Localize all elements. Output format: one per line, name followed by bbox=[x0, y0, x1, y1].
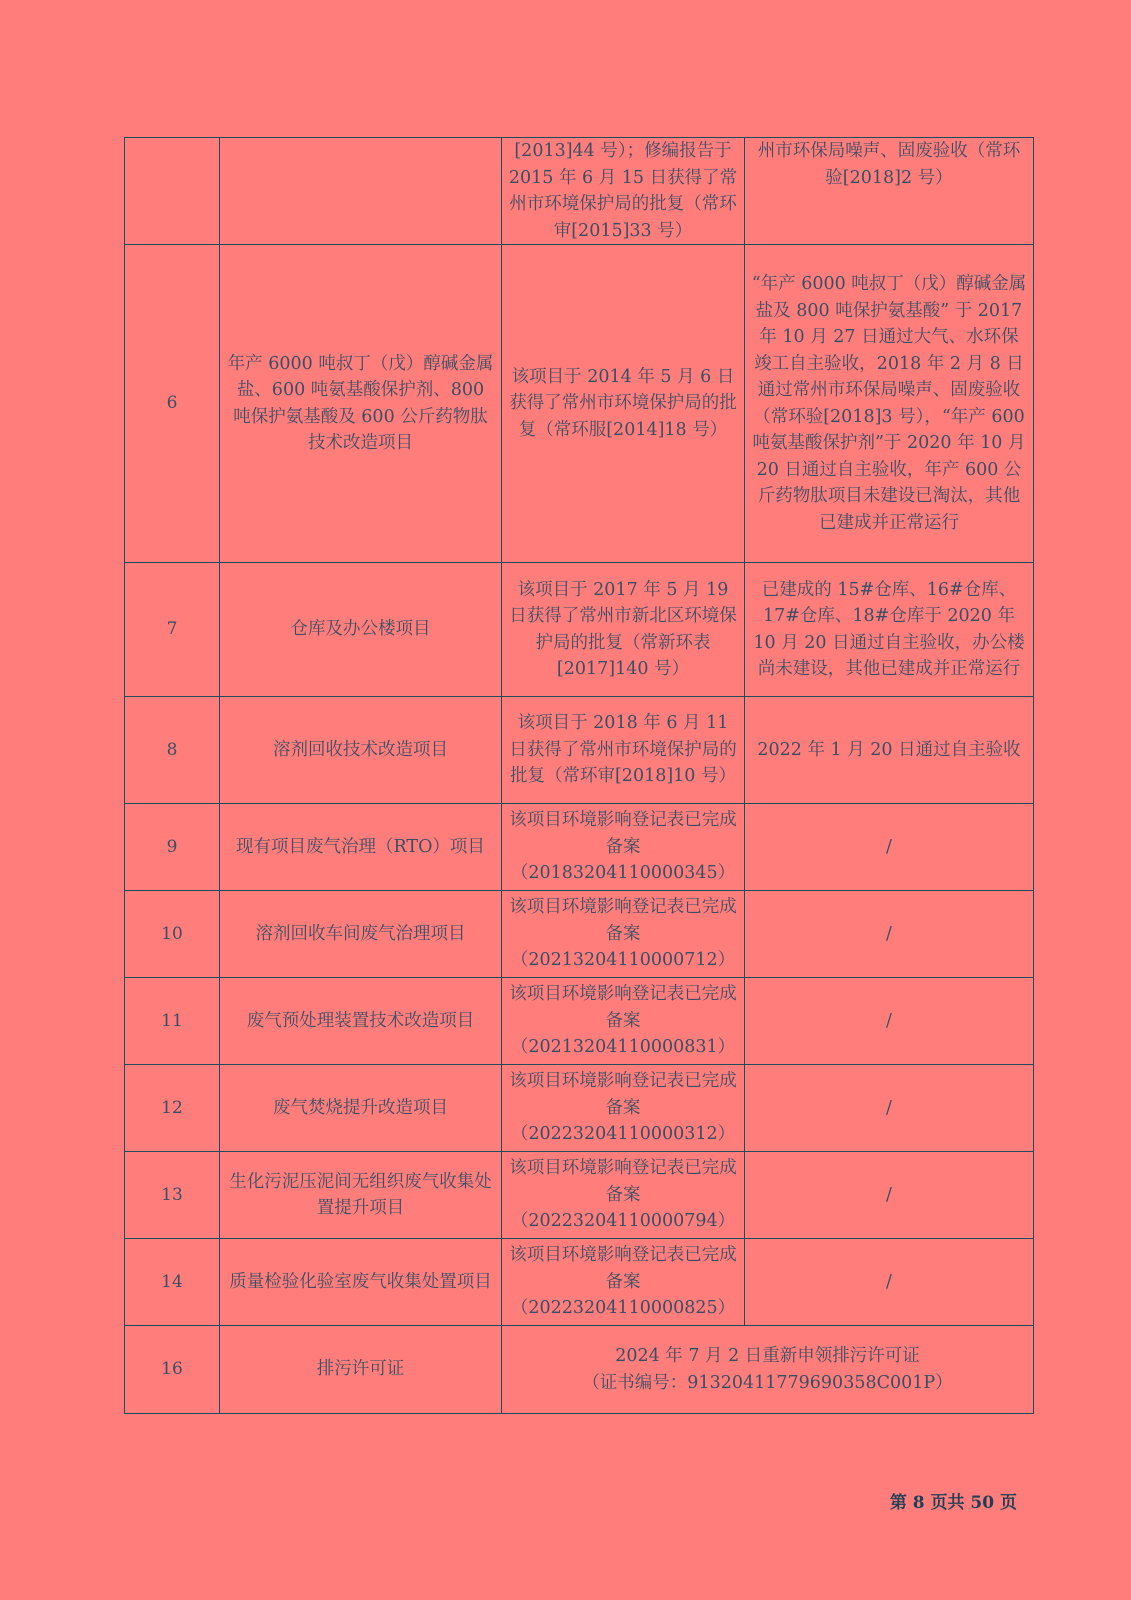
table-row bbox=[125, 978, 1034, 1065]
approval-info: 该项目于 2017 年 5 月 19 日获得了常州市新北区环境保护局的批复（常新环表[2017]140 号） bbox=[502, 563, 745, 697]
row-number: 10 bbox=[125, 891, 220, 978]
project-name: 溶剂回收车间废气治理项目 bbox=[220, 891, 502, 978]
permit-info bbox=[502, 1326, 1034, 1414]
table-row bbox=[125, 1152, 1034, 1239]
acceptance-info: “年产 6000 吨叔丁（戊）醇碱金属盐及 800 吨保护氨基酸” 于 2017 年 10 月 27 日通过大气、水环保竣工自主验收，2018 年 2 月 8 日通过常州市环保局噪声、固废验收（常环验[2018]3 号），“年产 600 吨氨基酸保护剂”于 2020 年 10 月 20 日通过自主验收，年产 600 公斤药物肽项目未建设已淘汰，其他已建成并正常运行 bbox=[745, 245, 1034, 563]
row-number: 6 bbox=[125, 245, 220, 563]
project-table bbox=[124, 137, 1034, 1414]
row-number: 13 bbox=[125, 1152, 220, 1239]
project-name: 废气焚烧提升改造项目 bbox=[220, 1065, 502, 1152]
table-row bbox=[125, 891, 1034, 978]
table-row bbox=[125, 1065, 1034, 1152]
acceptance-info: 2022 年 1 月 20 日通过自主验收 bbox=[745, 697, 1034, 804]
acceptance-info: / bbox=[745, 1152, 1034, 1239]
approval-info: 该项目环境影响登记表已完成备案（20213204110000712） bbox=[502, 891, 745, 978]
row-number: 16 bbox=[125, 1326, 220, 1414]
row-number: 11 bbox=[125, 978, 220, 1065]
acceptance-info: 州市环保局噪声、固废验收（常环验[2018]2 号） bbox=[745, 138, 1034, 245]
project-name: 年产 6000 吨叔丁（戊）醇碱金属盐、600 吨氨基酸保护剂、800 吨保护氨基酸及 600 公斤药物肽技术改造项目 bbox=[220, 245, 502, 563]
approval-info: [2013]44 号）；修编报告于 2015 年 6 月 15 日获得了常州市环境保护局的批复（常环审[2015]33 号） bbox=[502, 138, 745, 245]
acceptance-info: / bbox=[745, 804, 1034, 891]
table-row bbox=[125, 804, 1034, 891]
approval-info: 该项目于 2014 年 5 月 6 日获得了常州市环境保护局的批复（常环服[2014]18 号） bbox=[502, 245, 745, 563]
table-row bbox=[125, 563, 1034, 697]
permit-line-2: （证书编号：91320411779690358C001P） bbox=[582, 1372, 953, 1393]
project-name: 排污许可证 bbox=[220, 1326, 502, 1414]
approval-info: 该项目于 2018 年 6 月 11 日获得了常州市环境保护局的批复（常环审[2018]10 号） bbox=[502, 697, 745, 804]
acceptance-info: 已建成的 15#仓库、16#仓库、17#仓库、18#仓库于 2020 年 10 月 20 日通过自主验收，办公楼尚未建设，其他已建成并正常运行 bbox=[745, 563, 1034, 697]
row-number: 12 bbox=[125, 1065, 220, 1152]
table-row bbox=[125, 697, 1034, 804]
approval-info: 该项目环境影响登记表已完成备案（20213204110000831） bbox=[502, 978, 745, 1065]
project-name: 仓库及办公楼项目 bbox=[220, 563, 502, 697]
acceptance-info: / bbox=[745, 891, 1034, 978]
approval-info: 该项目环境影响登记表已完成备案（20183204110000345） bbox=[502, 804, 745, 891]
project-name: 废气预处理装置技术改造项目 bbox=[220, 978, 502, 1065]
row-number: 8 bbox=[125, 697, 220, 804]
table-row bbox=[125, 138, 1034, 245]
approval-info: 该项目环境影响登记表已完成备案（20223204110000794） bbox=[502, 1152, 745, 1239]
row-number: 14 bbox=[125, 1239, 220, 1326]
table-row bbox=[125, 245, 1034, 563]
table-row bbox=[125, 1239, 1034, 1326]
page-number: 第 8 页共 50 页 bbox=[889, 1493, 1017, 1513]
project-name: 生化污泥压泥间无组织废气收集处置提升项目 bbox=[220, 1152, 502, 1239]
permit-line-1: 2024 年 7 月 2 日重新申领排污许可证 bbox=[615, 1346, 920, 1366]
project-name: 现有项目废气治理（RTO）项目 bbox=[220, 804, 502, 891]
acceptance-info: / bbox=[745, 1239, 1034, 1326]
acceptance-info: / bbox=[745, 1065, 1034, 1152]
row-number: 7 bbox=[125, 563, 220, 697]
project-name bbox=[220, 138, 502, 245]
table-row-permit bbox=[125, 1326, 1034, 1414]
project-name: 质量检验化验室废气收集处置项目 bbox=[220, 1239, 502, 1326]
approval-info: 该项目环境影响登记表已完成备案（20223204110000312） bbox=[502, 1065, 745, 1152]
row-number: 9 bbox=[125, 804, 220, 891]
project-name: 溶剂回收技术改造项目 bbox=[220, 697, 502, 804]
row-number bbox=[125, 138, 220, 245]
acceptance-info: / bbox=[745, 978, 1034, 1065]
approval-info: 该项目环境影响登记表已完成备案（20223204110000825） bbox=[502, 1239, 745, 1326]
